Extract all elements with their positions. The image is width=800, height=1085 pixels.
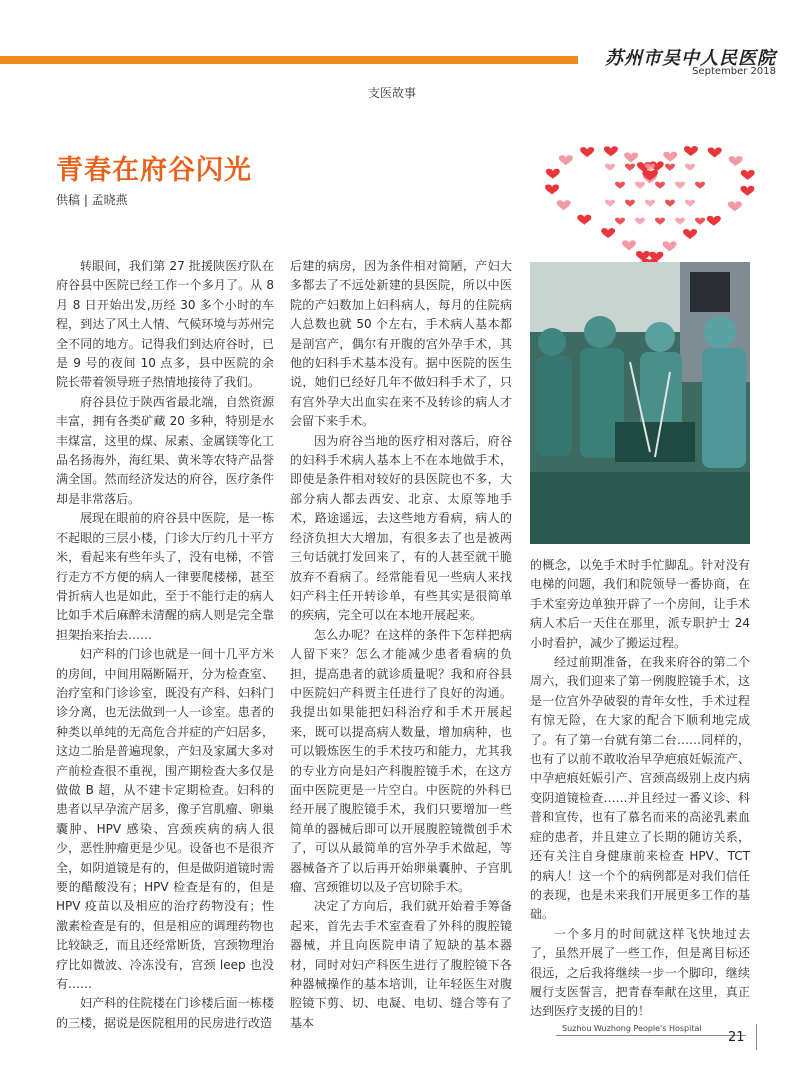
small-heart-icon xyxy=(685,200,695,207)
small-heart-icon xyxy=(740,186,754,196)
small-heart-icon xyxy=(559,155,573,165)
paragraph: 展现在眼前的府谷县中医院，是一栋不起眼的三层小楼，门诊大厅约几十平方米，看起来有些年头了，没有电梯，不管行走方不方便的病人一律要爬楼梯，甚至骨折病人也是如此，至于不能行走的病人比如手术后麻醉未清醒的病人则是完全靠担架抬来抬去…… xyxy=(56,511,274,642)
small-heart-icon xyxy=(741,170,755,180)
paragraph-continued: 的概念，以免手术时手忙脚乱。针对没有电梯的问题，我们和院领导一番协商，在手术室旁边单独开辟了一个房间，让手术病人术后一天住在那里，派专职护士 24 小时看护，减少了搬运过程。 xyxy=(530,558,750,650)
text-column-3 xyxy=(530,556,750,1022)
small-heart-icon xyxy=(663,241,677,251)
article-title: 青春在府谷闪光 xyxy=(56,155,252,186)
paragraph: 经过前期准备，在我来府谷的第二个周六，我们迎来了第一例腹腔镜手术，这是一位宫外孕破裂的青年女性，手术过程有惊无险，在大家的配合下顺利地完成了。有了第一台就有第二台……同样的，也有了以前不敢收治早孕疤痕妊娠流产、中孕疤痕妊娠引产、宫颈高级别上皮内病变阴道镜检查……并且经过一番义诊、科普和宣传，也有了慕名而来的高泌乳素血症的患者，并且建立了长期的随访关系，还有关注自身健康前来检查 HPV、TCT 的病人！这一个个的病例都是对我们信任的表现，也是未来我们开展更多工作的基础。 xyxy=(530,655,750,922)
small-heart-icon xyxy=(695,182,705,189)
small-heart-icon xyxy=(663,152,677,162)
small-heart-icon xyxy=(546,169,560,179)
small-heart-icon xyxy=(708,148,722,158)
small-heart-icon xyxy=(635,182,645,189)
small-heart-icon xyxy=(645,200,655,207)
issue-date: September 2018 xyxy=(692,66,776,77)
footer-divider xyxy=(556,1035,746,1036)
small-heart-icon xyxy=(577,215,591,225)
surgery-photo xyxy=(530,262,750,544)
paragraph: 妇产科的门诊也就是一间十几平方米的房间，中间用隔断隔开，分为检查室、治疗室和门诊诊室，既没有产科、妇科门诊分离，也无法做到一人一诊室。患者的种类以单纯的无高危合并症的产妇居多，这边二胎是普遍现象，产妇及家属大多对产前检查很不重视，围产期检查大多仅是做做 B 超，从不建卡定期检查。妇科的患者以早孕流产居多，像子宫肌瘤、卵巢囊肿、HPV 感染、宫颈疾病的病人很少，恶性肿瘤更是少见。设备也不是很齐全，如阴道镜是有的，但是做阴道镜时需要的醋酸没有；HPV 检查是有的，但是 HPV 疫苗以及相应的治疗药物没有；性激素检查是有的，但是相应的调理药物也比较缺乏，而且还经常断货，宫颈物理治疗比如微波、冷冻没有，宫颈 leep 也没有…… xyxy=(56,647,274,992)
small-heart-icon xyxy=(625,164,635,171)
small-heart-icon xyxy=(707,216,721,226)
small-heart-icon xyxy=(624,152,638,162)
small-heart-icon xyxy=(601,228,615,238)
small-heart-icon xyxy=(728,201,742,211)
page-number: 21 xyxy=(728,1030,745,1045)
small-heart-icon xyxy=(695,218,705,225)
small-heart-icon xyxy=(683,229,697,239)
small-heart-icon xyxy=(605,164,615,171)
heart-decoration xyxy=(518,132,782,280)
small-heart-icon xyxy=(675,218,685,225)
article-byline: 供稿 | 孟晓燕 xyxy=(56,193,128,207)
paragraph: 怎么办呢？在这样的条件下怎样把病人留下来？怎么才能减少患者看病的负担，提高患者的就诊质量呢？我和府谷县中医院妇产科贾主任进行了良好的沟通。我提出如果能把妇科治疗和手术开展起来，既可以提高病人数量，增加病种，也可以锻炼医生的手术技巧和能力，尤其我的专业方向是妇产科腹腔镜手术，在这方面中医院更是一片空白。中医院的外科已经开展了腹腔镜手术，我们只要增加一些简单的器械后即可以开展腹腔镜微创手术了，可以从最简单的宫外孕手术做起，等器械备齐了以后再开始卵巢囊肿、子宫肌瘤、宫颈锥切以及子宫切除手术。 xyxy=(290,627,512,894)
small-heart-icon xyxy=(622,240,636,250)
small-heart-icon xyxy=(665,200,675,207)
small-heart-icon xyxy=(729,156,743,166)
text-column-1 xyxy=(56,257,274,1033)
surgery-photo-illustration xyxy=(530,262,750,544)
small-heart-icon xyxy=(665,164,675,171)
small-heart-icon xyxy=(635,218,645,225)
paragraph: 因为府谷当地的医疗相对落后，府谷的妇科手术病人基本上不在本地做手术，即使是条件相对较好的县医院也不多，大部分病人都去西安、北京、太原等地手术，路途遥远，去这些地方看病，病人的经济负担大大增加，有很多去了也是被两三句话就打发回来了，有的人甚至就干脆放弃不看病了。经常能看见一些病人来找妇产科主任开转诊单，有些其实是很简单的疾病，完全可以在本地开展起来。 xyxy=(290,433,512,623)
footer-vertical-divider xyxy=(756,1024,757,1050)
section-label: 支医故事 xyxy=(368,86,417,100)
paragraph: 府谷县位于陕西省最北端，自然资源丰富，拥有各类矿藏 20 多种，特别是水丰煤富，这里的煤、尿素、金属镁等化工品名扬海外，海红果、黄米等农特产品誉满全国。然而经济发达的府谷，医疗条件却是非常落后。 xyxy=(56,394,274,506)
paragraph: 一个多月的时间就这样飞快地过去了，虽然开展了一些工作，但是离目标还很远，之后我将继续一步一个脚印，继续履行支医誓言，把青春奉献在这里，真正达到医疗支援的目的！ xyxy=(530,926,750,1019)
header-accent-bar xyxy=(0,56,578,64)
paragraph: 转眼间，我们第 27 批援陕医疗队在府谷县中医院已经工作一个多月了。从 8 月 8 日开始出发,历经 30 多个小时的车程，到达了风土人情、气候环境与苏州完全不同的地方。记得我们到达府谷时，已是 9 号的夜间 10 点多，县中医院的余院长带着领导班子热情地接待了我们。 xyxy=(56,259,274,390)
small-heart-icon xyxy=(545,185,559,195)
paragraph: 决定了方向后，我们就开始着手筹备起来，首先去手术室查看了外科的腹腔镜器械，并且向医院申请了短缺的基本器材，同时对妇产科医生进行了腹腔镜下各种器械操作的基本培训，让年轻医生对腹腔镜下剪、切、电凝、电切、缝合等有了基本 xyxy=(290,899,512,1030)
small-heart-icon xyxy=(655,218,665,225)
text-column-2 xyxy=(290,257,512,1033)
paragraph: 妇产科的住院楼在门诊楼后面一栋楼的三楼，据说是医院租用的民房进行改造 xyxy=(56,996,274,1030)
small-heart-icon xyxy=(557,200,571,210)
small-heart-icon xyxy=(605,200,615,207)
small-heart-icon xyxy=(675,182,685,189)
small-heart-icon xyxy=(684,146,698,156)
small-heart-icon xyxy=(615,182,625,189)
small-heart-icon xyxy=(580,147,594,157)
small-heart-icon xyxy=(685,164,695,171)
small-heart-icon xyxy=(655,182,665,189)
small-heart-icon xyxy=(604,146,618,156)
footer-hospital-en: Suzhou Wuzhong People's Hospital xyxy=(562,1024,702,1033)
small-heart-icon xyxy=(625,200,635,207)
paragraph-continued: 后建的病房，因为条件相对简陋，产妇大多都去了不远处新建的县医院，所以中医院的产妇数加上妇科病人，每月的住院病人总数也就 50 个左右，手术病人基本都是剖宫产，偶尔有开腹的宫外孕手术，其他的妇科手术基本没有。据中医院的医生说，她们已经好几年不做妇科手术了，只有宫外孕大出血实在来不及转诊的病人才会留下来手术。 xyxy=(290,259,512,429)
hospital-name: 苏州市吴中人民医院 xyxy=(605,48,776,69)
small-heart-icon xyxy=(615,218,625,225)
